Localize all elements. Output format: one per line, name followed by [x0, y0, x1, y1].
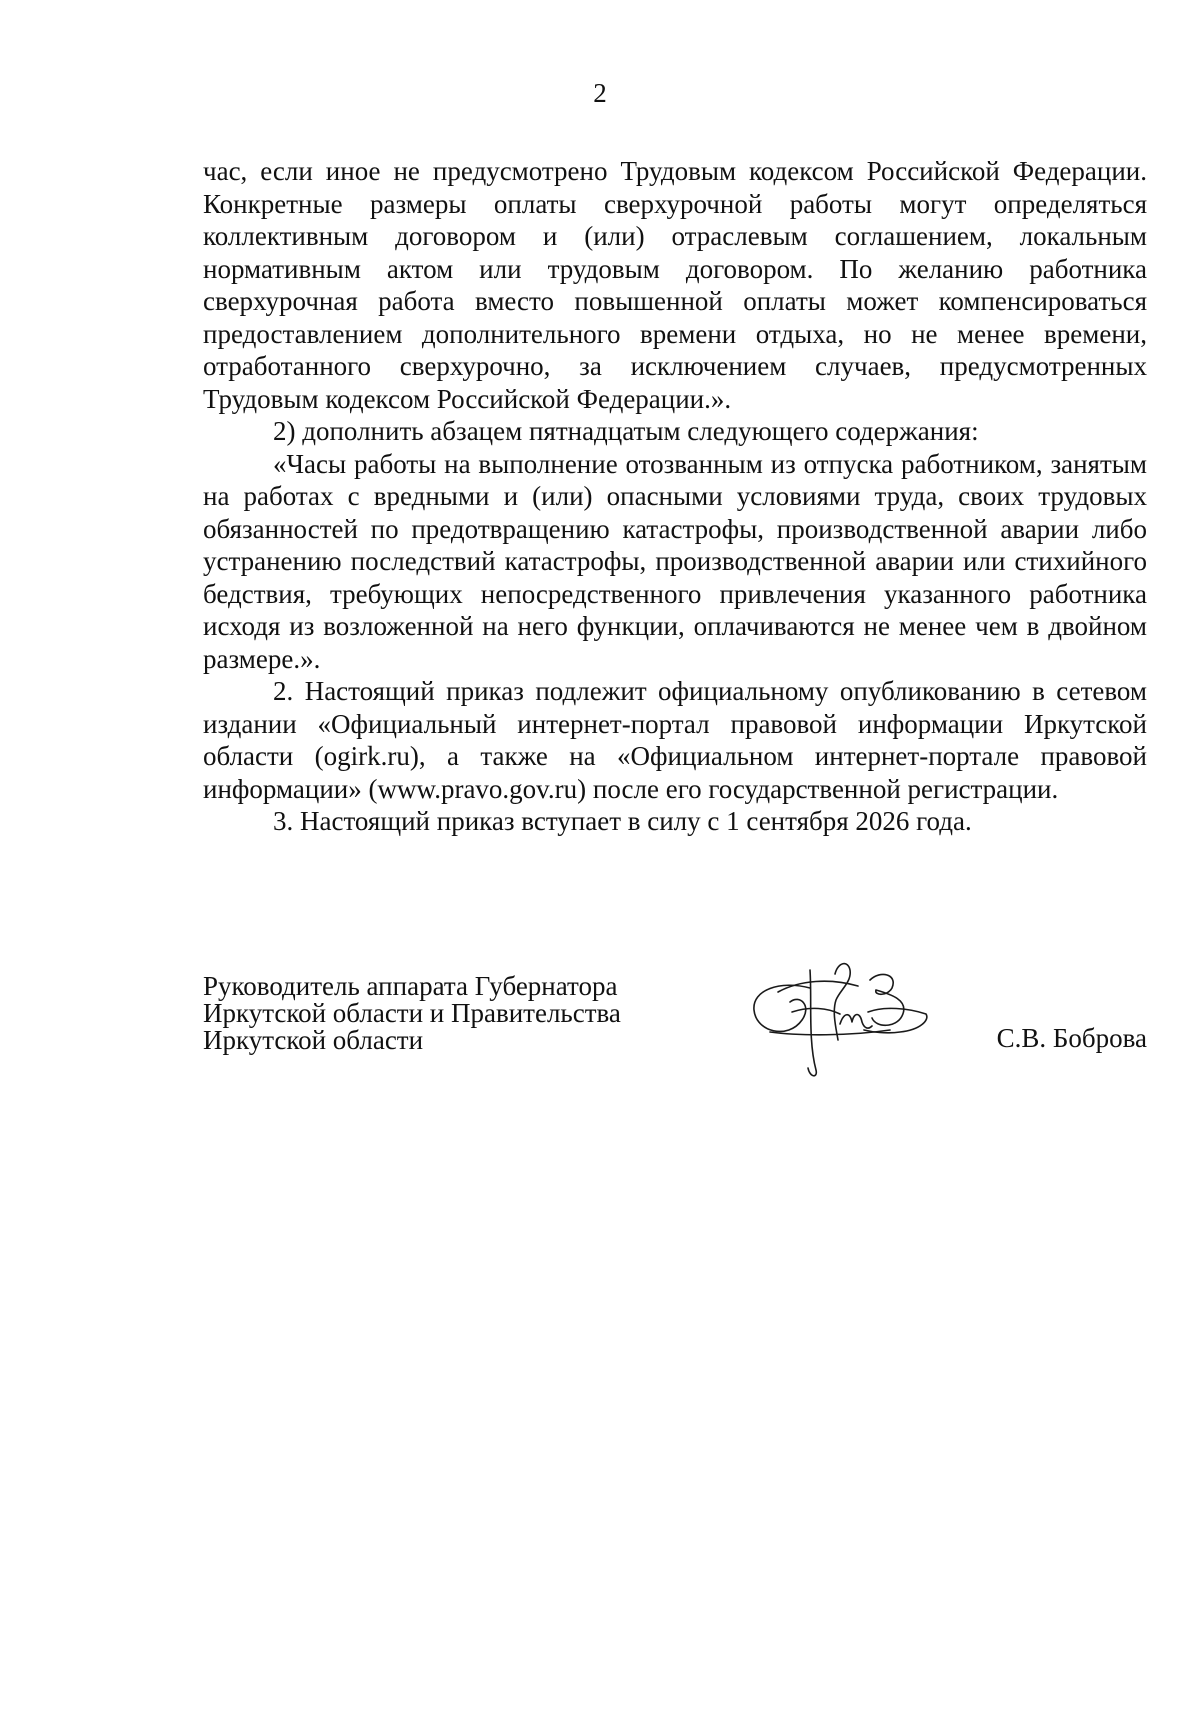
page-number: 2 [593, 78, 607, 108]
paragraph-1: час, если иное не предусмотрено Трудовым кодексом Российской Федерации. Конкретные размеры оплаты сверхурочной работы могут определяться коллективным договором и (или) отраслевым соглашением, локальным нормативным актом или трудовым договором. По желанию работника сверхурочная работа вместо повышенной оплаты может компенсироваться предоставлением дополнительного времени отдыха, но не менее времени, отработанного сверхурочно, за исключением случаев, предусмотренных Трудовым кодексом Российской Федерации.». [203, 156, 1147, 414]
paragraph-4: 2. Настоящий приказ подлежит официальному опубликованию в сетевом издании «Официальный интернет-портал правовой информации Иркутской области (ogirk.ru), а также на «Официальном интернет-портале правовой информации» (www.pravo.gov.ru) после его государственной регистрации. [203, 676, 1147, 804]
paragraph-5: 3. Настоящий приказ вступает в силу с 1 сентября 2026 года. [273, 806, 972, 836]
handwritten-signature [740, 950, 940, 1080]
signatory-title-line: Иркутской области и Правительства [203, 998, 621, 1028]
signatory-title-line: Руководитель аппарата Губернатора [203, 971, 618, 1001]
signatory-title [203, 973, 621, 1054]
document-body [203, 155, 1147, 838]
signatory-name: С.В. Боброва [996, 1023, 1147, 1053]
paragraph-2: 2) дополнить абзацем пятнадцатым следующего содержания: [273, 416, 979, 446]
signatory-title-line: Иркутской области [203, 1025, 424, 1055]
paragraph-3: «Часы работы на выполнение отозванным из отпуска работником, занятым на работах с вредными и (или) опасными условиями труда, своих трудовых обязанностей по предотвращению катастрофы, производственной аварии либо устранению последствий катастрофы, производственной аварии или стихийного бедствия, требующих непосредственного привлечения указанного работника исходя из возложенной на него функции, оплачиваются не менее чем в двойном размере.». [203, 448, 1147, 674]
